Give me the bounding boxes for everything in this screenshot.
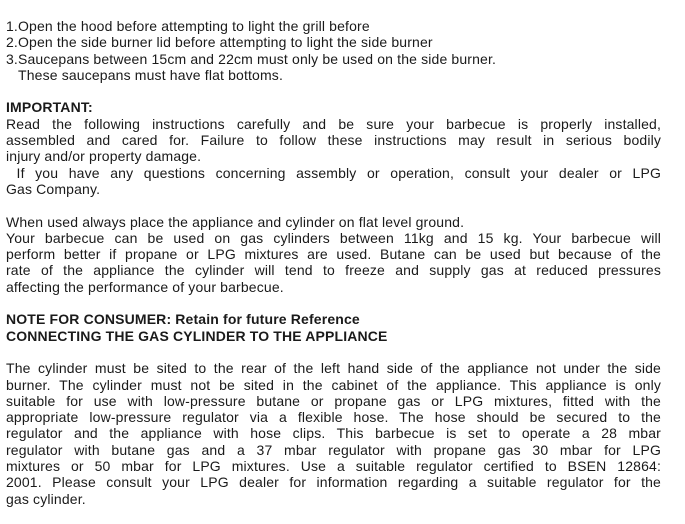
- note-section: [6, 311, 661, 344]
- spacer: [6, 295, 661, 311]
- usage-line: perform better if propane or LPG mixtures are used. Butane can be used but because of the: [6, 246, 661, 263]
- spacer: [6, 83, 661, 99]
- cylinder-line: appropriate low-pressure regulator via a flexible hose. The hose should be secured to the: [6, 409, 661, 426]
- important-line: Gas Company.: [6, 180, 101, 197]
- cylinder-line: The cylinder must be sited to the rear of the left hand side of the appliance not under the side: [6, 360, 661, 377]
- connecting-heading: CONNECTING THE GAS CYLINDER TO THE APPLIANCE: [6, 327, 388, 344]
- important-line: If you have any questions concerning assembly or operation, consult your dealer or LPG: [6, 164, 661, 181]
- cylinder-line: regulator and the appliance with hose clips. This barbecue is set to operate a 28 mbar: [6, 425, 661, 442]
- instruction-3: 3.Saucepans between 15cm and 22cm must only be used on the side burner.: [6, 50, 497, 67]
- cylinder-line: mixtures or 50 mbar for LPG mixtures. Use a suitable regulator certified to BSEN 12864:: [6, 458, 661, 475]
- cylinder-line: regulator with butane gas and a 37 mbar regulator with propane gas 30 mbar for LPG: [6, 441, 661, 458]
- instructions-list: [6, 18, 661, 83]
- cylinder-line: suitable for use with low-pressure butane or propane gas or LPG mixtures, fitted with the: [6, 392, 661, 409]
- instruction-1: 1.Open the hood before attempting to light the grill before: [6, 18, 370, 34]
- note-heading: NOTE FOR CONSUMER: Retain for future Reference: [6, 311, 360, 328]
- usage-section: [6, 214, 661, 295]
- cylinder-line: gas cylinder.: [6, 490, 86, 507]
- instruction-3-continued: These saucepans must have flat bottoms.: [18, 66, 283, 83]
- cylinder-section: [6, 360, 661, 507]
- spacer: [6, 197, 661, 213]
- spacer: [6, 344, 661, 360]
- usage-line: Your barbecue can be used on gas cylinders between 11kg and 15 kg. Your barbecue will: [6, 229, 661, 246]
- instruction-2: 2.Open the side burner lid before attempting to light the side burner: [6, 34, 433, 51]
- important-section: [6, 99, 661, 197]
- cylinder-line: 2001. Please consult your LPG dealer for information regarding a suitable regulator for the: [6, 474, 661, 491]
- document-page: [6, 18, 661, 507]
- usage-line: rate of the appliance the cylinder will tend to freeze and supply gas at reduced pressures: [6, 262, 661, 279]
- important-line: injury and/or property damage.: [6, 148, 202, 165]
- cylinder-line: burner. The cylinder must not be sited in the cabinet of the appliance. This appliance is only: [6, 376, 661, 393]
- important-heading: IMPORTANT:: [6, 99, 93, 116]
- important-line: assembled and cared for. Failure to follow these instructions may result in serious bodily: [6, 132, 661, 149]
- usage-line: When used always place the appliance and cylinder on flat level ground.: [6, 213, 465, 230]
- important-line: Read the following instructions carefully and be sure your barbecue is properly installed,: [6, 115, 661, 132]
- usage-line: affecting the performance of your barbecue.: [6, 278, 284, 295]
